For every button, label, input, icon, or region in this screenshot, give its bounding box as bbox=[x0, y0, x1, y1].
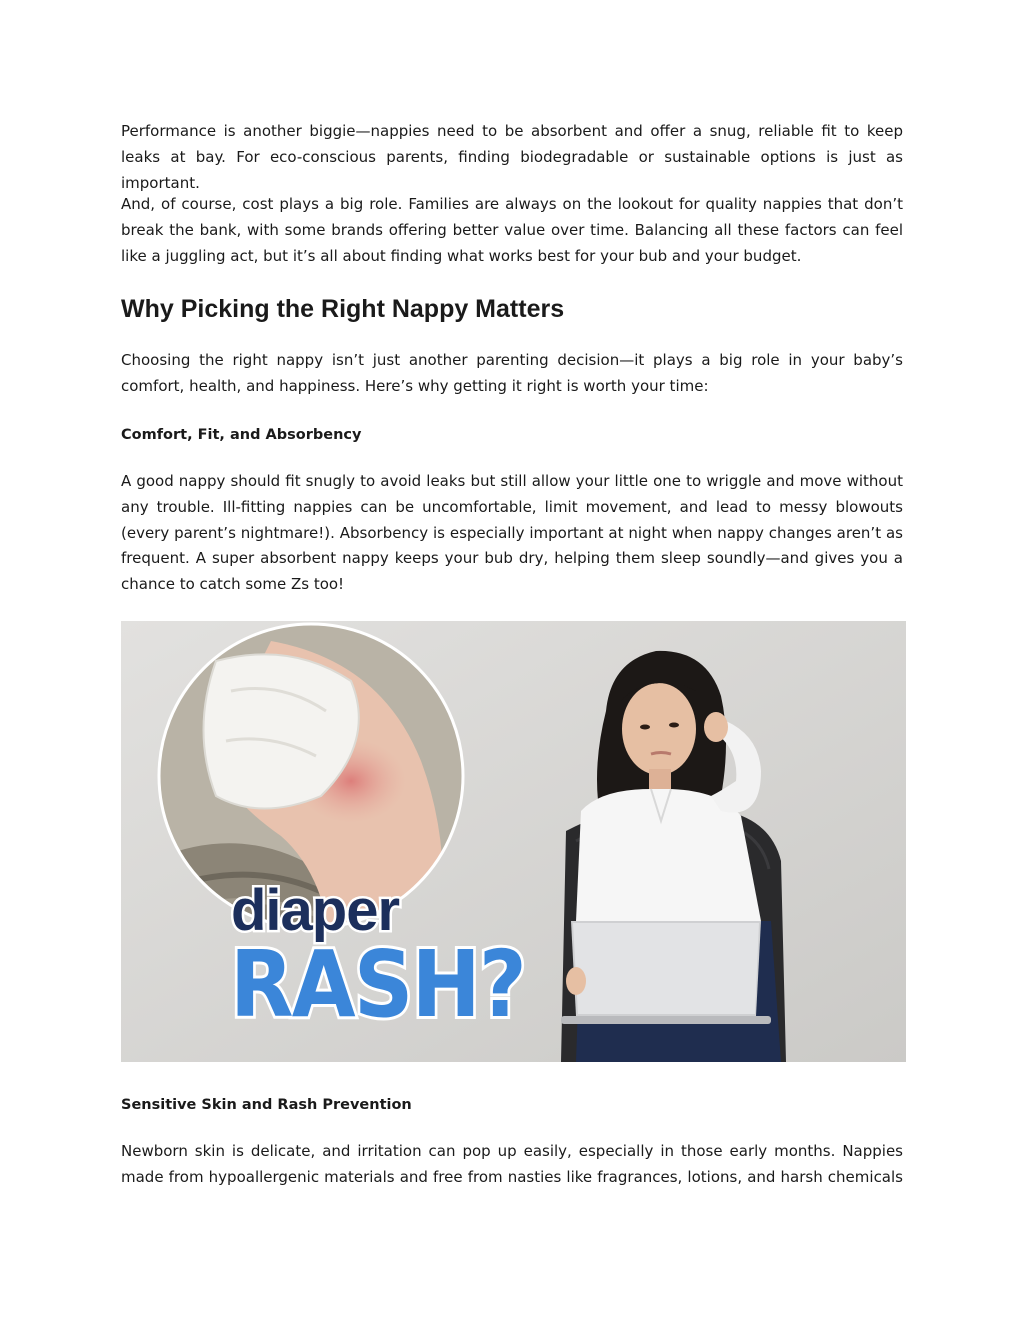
section-heading: Why Picking the Right Nappy Matters bbox=[121, 295, 565, 323]
paragraph-comfort: A good nappy should fit snugly to avoid leaks but still allow your little one to wriggle and move without any trouble. Ill-fitting nappies can be uncomfortable, limit movement, and lead to messy blowouts (every parent’s nightmare!). Absorbency is especially important at night when nappy changes aren’t as frequent. A super absorbent nappy keeps your bub dry, helping them sleep soundly—and gives you a chance to catch some Zs too! bbox=[121, 472, 903, 594]
paragraph-sensitive: Newborn skin is delicate, and irritation can pop up easily, especially in those early months. Nappies made from hypoallergenic materials and free from nasties like fragrances, lotions, and harsh chemicals bbox=[121, 1142, 903, 1186]
caption-word-diaper: diaper bbox=[231, 878, 400, 943]
diaper-rash-image bbox=[121, 621, 906, 1062]
caption-word-rash: RASH? bbox=[230, 931, 525, 1038]
subheading-comfort: Comfort, Fit, and Absorbency bbox=[121, 427, 362, 443]
paragraph-cost: And, of course, cost plays a big role. Families are always on the lookout for quality nappies that don’t break the bank, with some brands offering better value over time. Balancing all these factors can feel like a juggling act, but it’s all about finding what works best for your bub and your budget. bbox=[121, 195, 903, 265]
paragraph-intro: Choosing the right nappy isn’t just another parenting decision—it plays a big role in your baby’s comfort, health, and happiness. Here’s why getting it right is worth your time: bbox=[121, 351, 903, 395]
paragraph-performance: Performance is another biggie—nappies need to be absorbent and offer a snug, reliable fit to keep leaks at bay. For eco-conscious parents, finding biodegradable or sustainable options is just as important. bbox=[121, 122, 903, 192]
subheading-sensitive: Sensitive Skin and Rash Prevention bbox=[121, 1097, 412, 1113]
